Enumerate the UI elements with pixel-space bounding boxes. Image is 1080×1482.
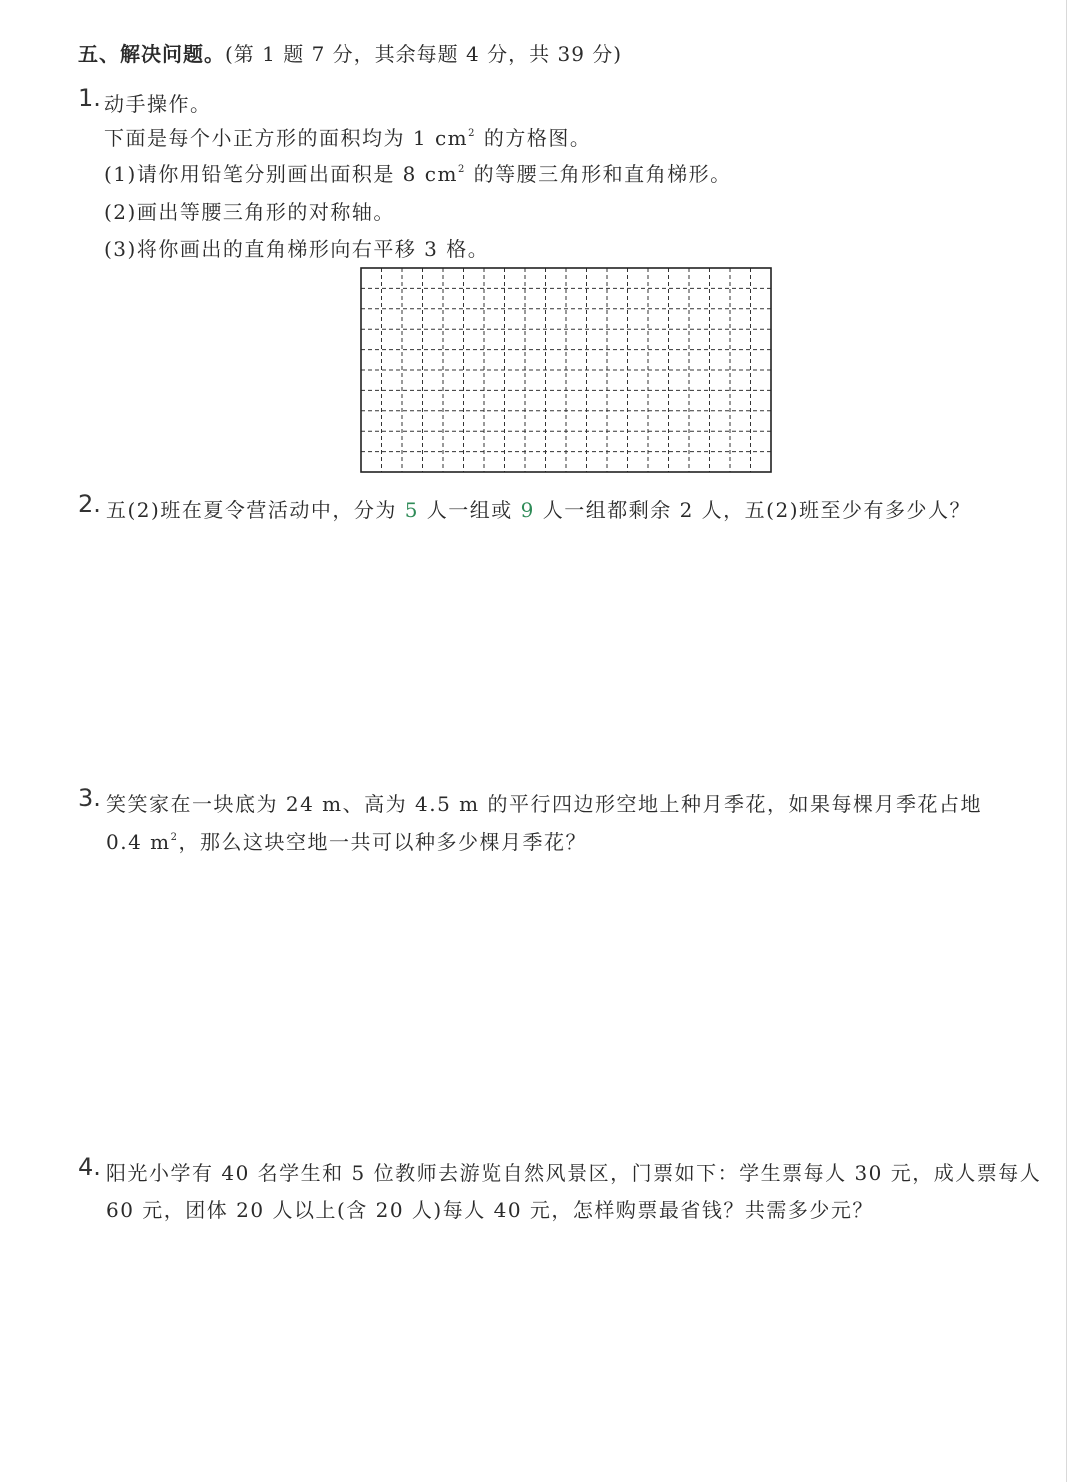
question-3-number: 3. bbox=[78, 784, 101, 812]
grid-svg[interactable] bbox=[360, 267, 772, 473]
question-1-number: 1. bbox=[78, 84, 101, 112]
question-3-line-1: 笑笑家在一块底为 24 m、高为 4.5 m 的平行四边形空地上种月季花，如果每棵月季花占地 bbox=[106, 792, 982, 816]
question-4-line-1: 阳光小学有 40 名学生和 5 位教师去游览自然风景区，门票如下：学生票每人 30 元，成人票每人 bbox=[106, 1161, 1042, 1185]
question-1-sub-3: (3)将你画出的直角梯形向右平移 3 格。 bbox=[104, 237, 490, 261]
question-4-line-2: 60 元，团体 20 人以上(含 20 人)每人 40 元，怎样购票最省钱？共需多少元？ bbox=[106, 1198, 874, 1222]
question-3-line-2: 0.4 $m^2$，那么这块空地一共可以种多少棵月季花？ bbox=[106, 830, 588, 854]
section-title: 五、解决问题。 bbox=[78, 42, 225, 66]
question-1-intro: 下面是每个小正方形的面积均为 1 $cm^2$ 的方格图。 bbox=[104, 126, 592, 150]
question-1-sub-2: (2)画出等腰三角形的对称轴。 bbox=[104, 200, 395, 224]
section-heading bbox=[78, 38, 622, 67]
question-2-text: 五(2)班在夏令营活动中，分为 5 人一组或 9 人一组都剩余 2 人，五(2)班至少有多少人？ bbox=[106, 498, 972, 522]
section-score-note: (第 1 题 7 分，其余每题 4 分，共 39 分) bbox=[225, 42, 623, 66]
square-grid[interactable] bbox=[360, 267, 772, 473]
question-1-title: 动手操作。 bbox=[104, 92, 212, 116]
question-4-number: 4. bbox=[78, 1153, 101, 1181]
question-2-number: 2. bbox=[78, 490, 101, 518]
question-1-sub-1: (1)请你用铅笔分别画出面积是 8 $cm^2$ 的等腰三角形和直角梯形。 bbox=[104, 162, 732, 186]
page-edge-line bbox=[1066, 0, 1067, 1482]
